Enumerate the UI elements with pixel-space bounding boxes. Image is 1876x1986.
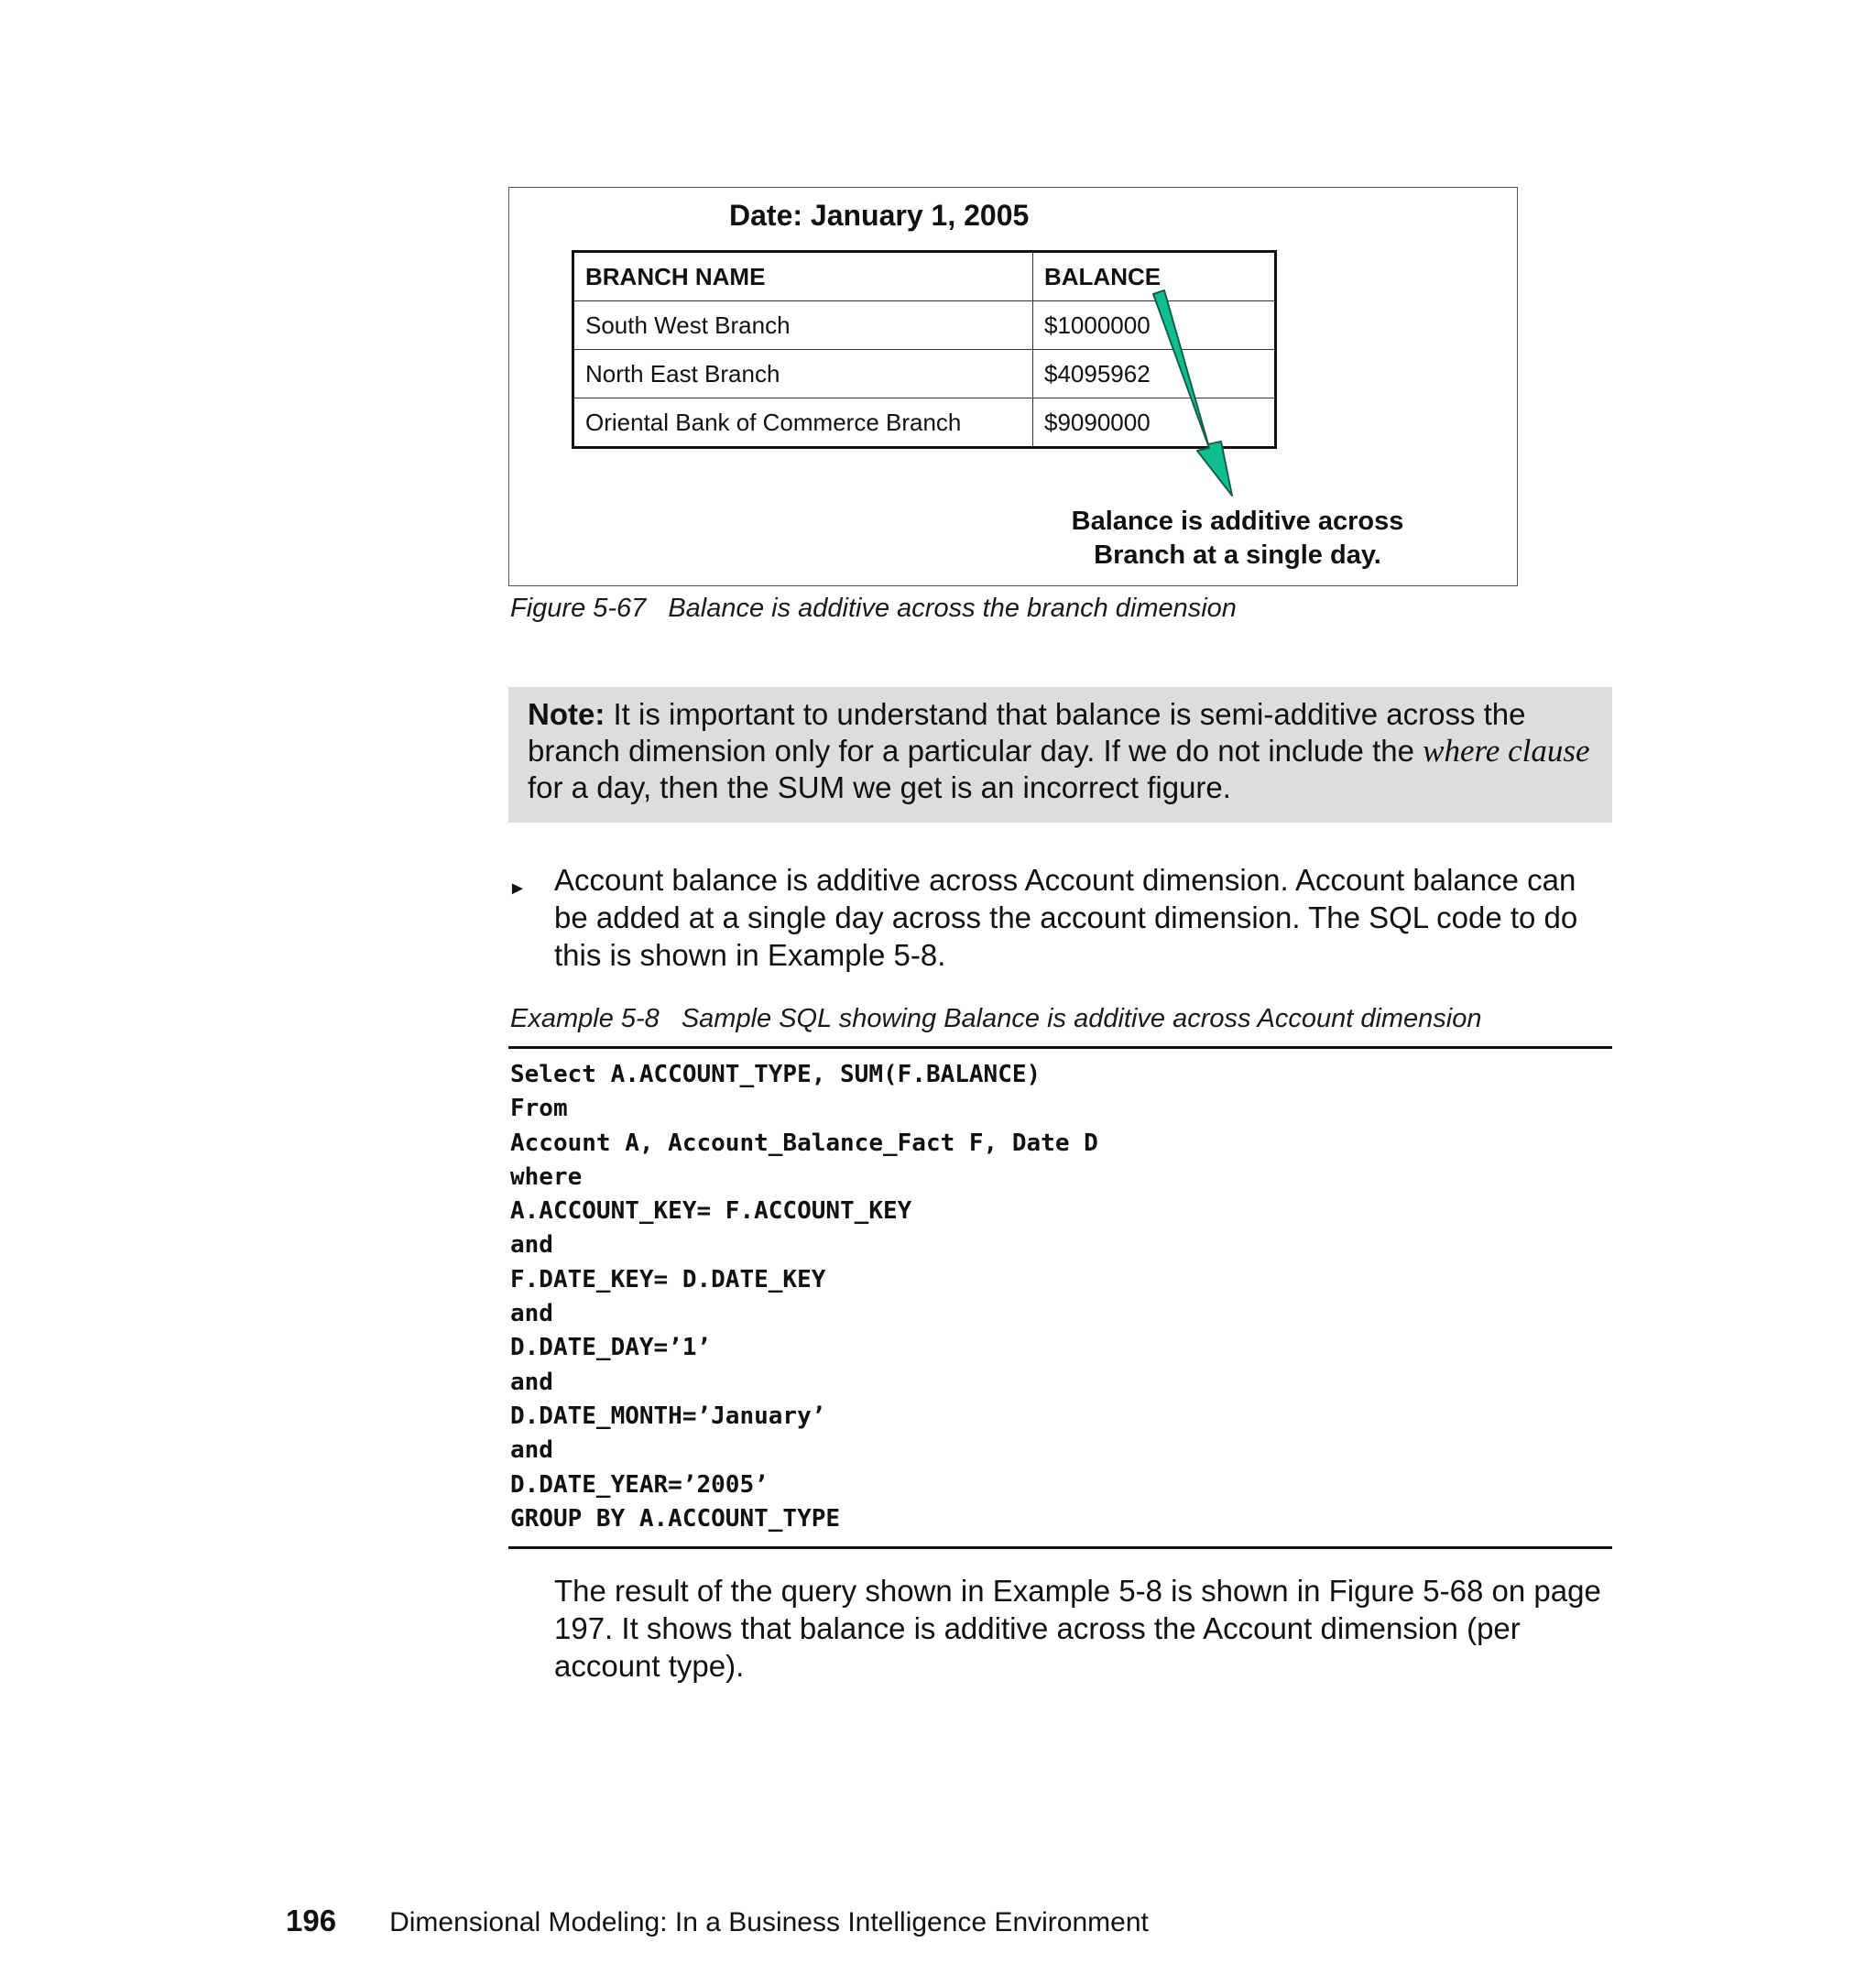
table-cell-branch: North East Branch [573, 350, 1033, 398]
example-caption-label: Example 5-8 [510, 1004, 660, 1033]
figure-caption [510, 594, 1237, 624]
page-footer [286, 1904, 1149, 1938]
figure-date-heading: Date: January 1, 2005 [729, 199, 1030, 232]
code-bottom-rule [508, 1546, 1612, 1549]
table-cell-balance: $1000000 [1033, 301, 1276, 350]
sql-code-block: Select A.ACCOUNT_TYPE, SUM(F.BALANCE) From Account A, Account_Balance_Fact F, Date D where A.ACCOUNT_KEY= F.ACCOUNT_KEY and F.DATE_KEY= D.DATE_KEY and D.DATE_DAY=’1’ and D.DATE_MONTH=’January’ and D.DATE_YEAR=’2005’ GROUP BY A.ACCOUNT_TYPE [510, 1061, 1098, 1533]
bullet-marker-icon: ► [508, 878, 527, 899]
figure-annotation [1059, 505, 1416, 573]
note-label: Note: [528, 697, 605, 731]
example-caption [510, 1004, 1482, 1034]
book-title: Dimensional Modeling: In a Business Intelligence Environment [389, 1907, 1149, 1937]
table-cell-branch: South West Branch [573, 301, 1033, 350]
arrow-shape [1153, 290, 1232, 496]
note-text-part-1: It is important to understand that balance is semi-additive across the branch dimension only for a particular day. If we do not include the [528, 697, 1526, 768]
table-cell-branch: Oriental Bank of Commerce Branch [573, 398, 1033, 448]
figure-5-67 [508, 187, 1518, 586]
column-header-balance: BALANCE [1033, 252, 1276, 301]
bullet-text: Account balance is additive across Account dimension. Account balance can be added at a single day across the account dimension. The SQL code to do this is shown in Example 5-8. [554, 863, 1578, 972]
note-italic-term: where clause [1423, 733, 1590, 769]
table-cell-balance: $9090000 [1033, 398, 1276, 448]
note-text-part-2: for a day, then the SUM we get is an incorrect figure. [528, 770, 1231, 804]
annotation-line-1: Balance is additive across [1071, 507, 1404, 536]
figure-caption-label: Figure 5-67 [510, 594, 647, 623]
figure-caption-text: Balance is additive across the branch dimension [668, 594, 1237, 623]
annotation-line-2: Branch at a single day. [1094, 540, 1381, 570]
result-paragraph: The result of the query shown in Example 5-8 is shown in Figure 5-68 on page 197. It shows that balance is additive across the Account dimension (per account type). [554, 1574, 1601, 1683]
code-top-rule [508, 1046, 1612, 1049]
bullet-item [508, 861, 1612, 974]
page-number: 196 [286, 1904, 337, 1937]
note-box [508, 687, 1612, 823]
table-cell-balance: $4095962 [1033, 350, 1276, 398]
example-caption-text: Sample SQL showing Balance is additive across Account dimension [681, 1004, 1482, 1033]
column-header-branch-name: BRANCH NAME [573, 252, 1033, 301]
